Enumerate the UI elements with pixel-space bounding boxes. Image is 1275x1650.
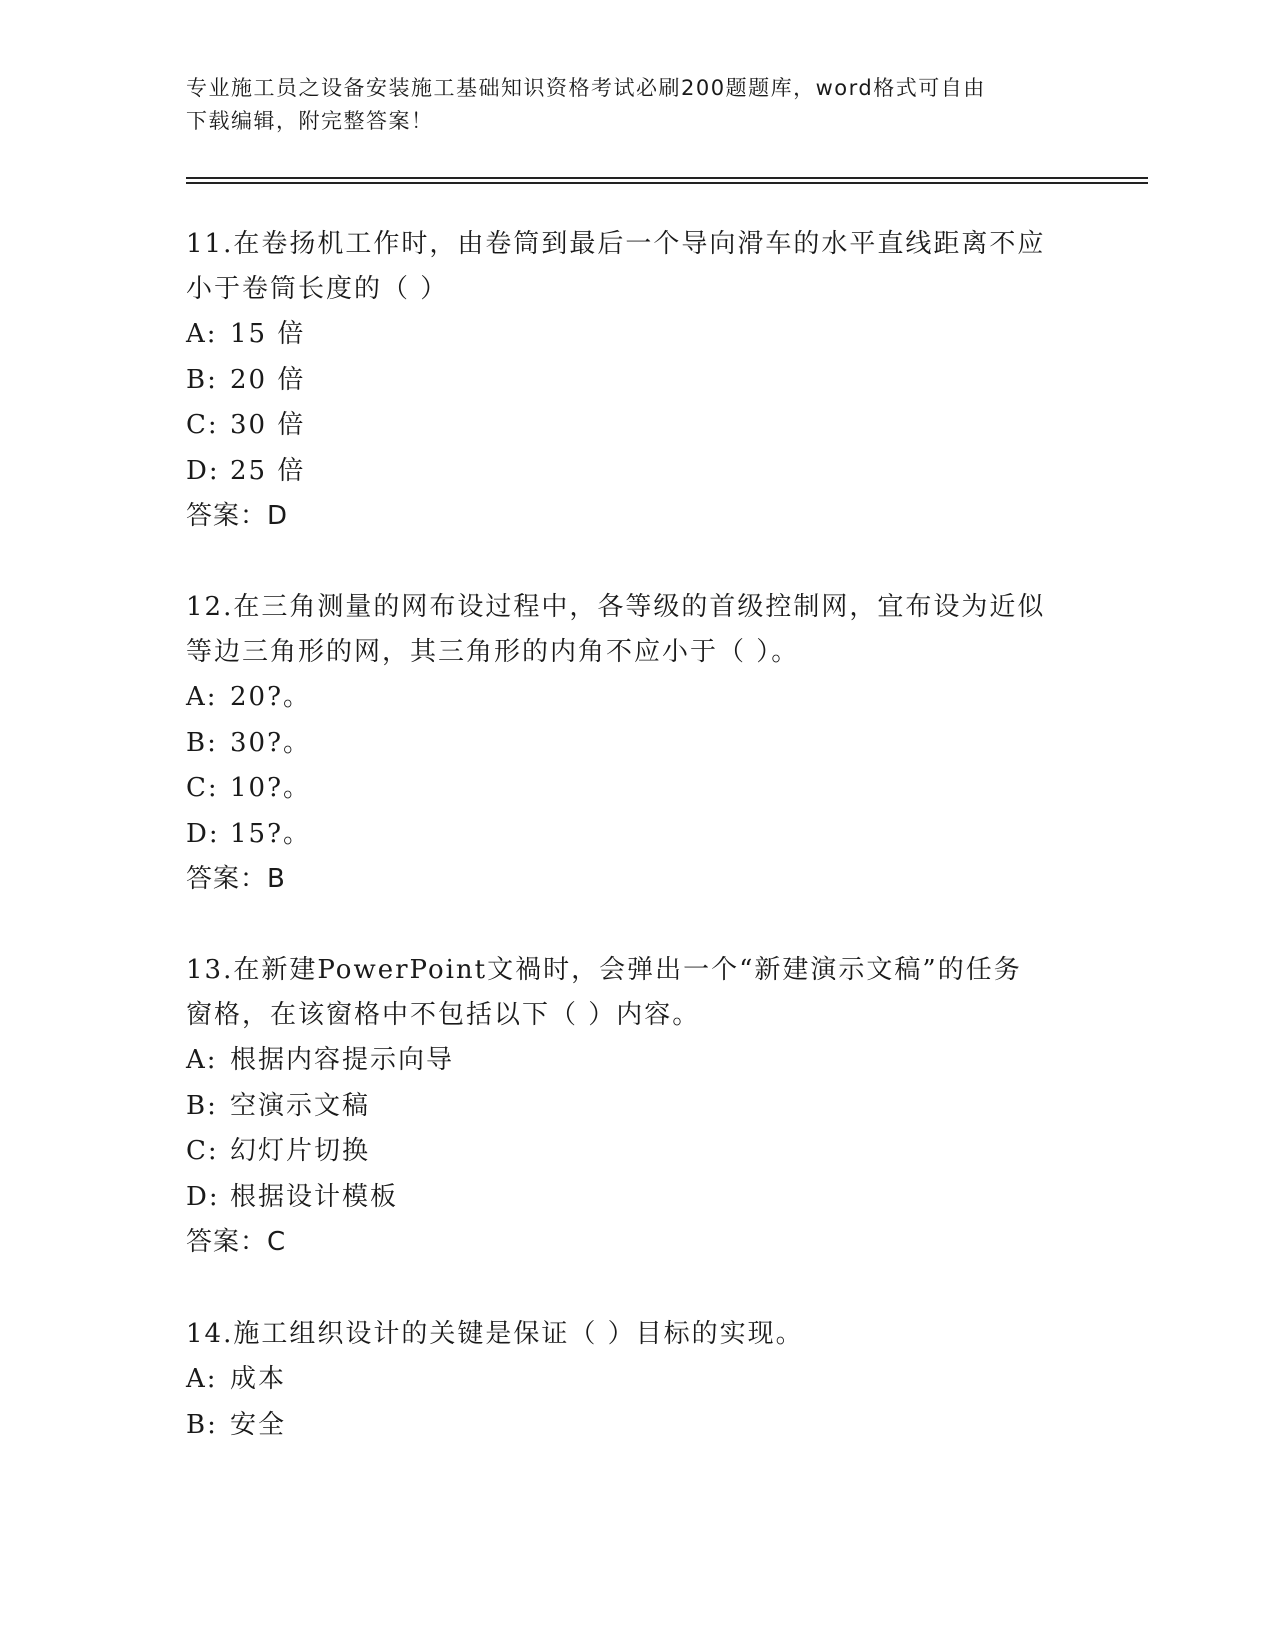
option-text: 20?。 (230, 682, 312, 712)
option-text: 安全 (230, 1409, 287, 1440)
question-11 (186, 222, 1066, 540)
question-text-line-1: 14.施工组织设计的关键是保证（ ）目标的实现。 (186, 1319, 804, 1349)
option-key: B: (186, 1409, 218, 1440)
option-key: B: (186, 1090, 218, 1121)
option-d (186, 449, 1066, 495)
question-14 (186, 1312, 1066, 1448)
option-c (186, 403, 1066, 449)
question-text-line-1: 12.在三角测量的网布设过程中，各等级的首级控制网，宜布设为近似 (186, 592, 1046, 622)
header-divider-bottom (186, 182, 1148, 184)
option-a (186, 675, 1066, 721)
header-line-1: 专业施工员之设备安装施工基础知识资格考试必刷200题题库，word格式可自由 (186, 76, 986, 100)
option-text: 30 倍 (230, 410, 306, 440)
option-text: 25 倍 (230, 455, 306, 486)
option-key: D: (186, 818, 220, 849)
option-key: A: (186, 1045, 218, 1075)
option-b (186, 358, 1066, 404)
option-key: B: (186, 727, 218, 758)
answer: 答案：B (186, 864, 286, 894)
option-c (186, 766, 1066, 812)
option-key: A: (186, 682, 218, 712)
option-text: 空演示文稿 (230, 1090, 371, 1121)
option-key: D: (186, 1181, 220, 1212)
option-d (186, 1175, 1066, 1221)
option-a (186, 312, 1066, 358)
option-c (186, 1129, 1066, 1175)
question-text-line-2: 窗格，在该窗格中不包括以下（ ）内容。 (186, 1000, 701, 1030)
option-text: 幻灯片切换 (230, 1136, 371, 1166)
option-key: C: (186, 773, 219, 803)
option-a (186, 1357, 1066, 1403)
question-text-line-2: 等边三角形的网，其三角形的内角不应小于（ ）。 (186, 637, 800, 667)
option-a (186, 1038, 1066, 1084)
question-text-line-2: 小于卷筒长度的（ ） (186, 274, 449, 304)
answer: 答案：C (186, 1227, 287, 1257)
question-text-line-1: 13.在新建PowerPoint文禍时，会弹出一个“新建演示文稿”的任务 (186, 955, 1022, 985)
option-text: 15?。 (230, 818, 312, 849)
option-text: 30?。 (230, 727, 312, 758)
option-text: 10?。 (230, 773, 312, 803)
option-text: 根据内容提示向导 (230, 1045, 455, 1075)
question-13 (186, 948, 1066, 1266)
option-b (186, 1084, 1066, 1130)
header-line-2: 下载编辑，附完整答案！ (186, 109, 434, 133)
document-header (186, 72, 1066, 138)
option-b (186, 721, 1066, 767)
question-12 (186, 585, 1066, 903)
option-text: 15 倍 (230, 319, 306, 349)
option-key: A: (186, 319, 218, 349)
header-divider-top (186, 177, 1148, 179)
option-key: C: (186, 1136, 219, 1166)
option-key: C: (186, 410, 219, 440)
question-text-line-1: 11.在卷扬机工作时，由卷筒到最后一个导向滑车的水平直线距离不应 (186, 229, 1046, 259)
option-key: A: (186, 1364, 218, 1394)
option-d (186, 812, 1066, 858)
option-b (186, 1403, 1066, 1449)
answer: 答案：D (186, 501, 289, 531)
option-text: 根据设计模板 (230, 1181, 399, 1212)
option-text: 20 倍 (230, 364, 306, 395)
option-key: D: (186, 455, 220, 486)
option-key: B: (186, 364, 218, 395)
option-text: 成本 (230, 1364, 287, 1394)
